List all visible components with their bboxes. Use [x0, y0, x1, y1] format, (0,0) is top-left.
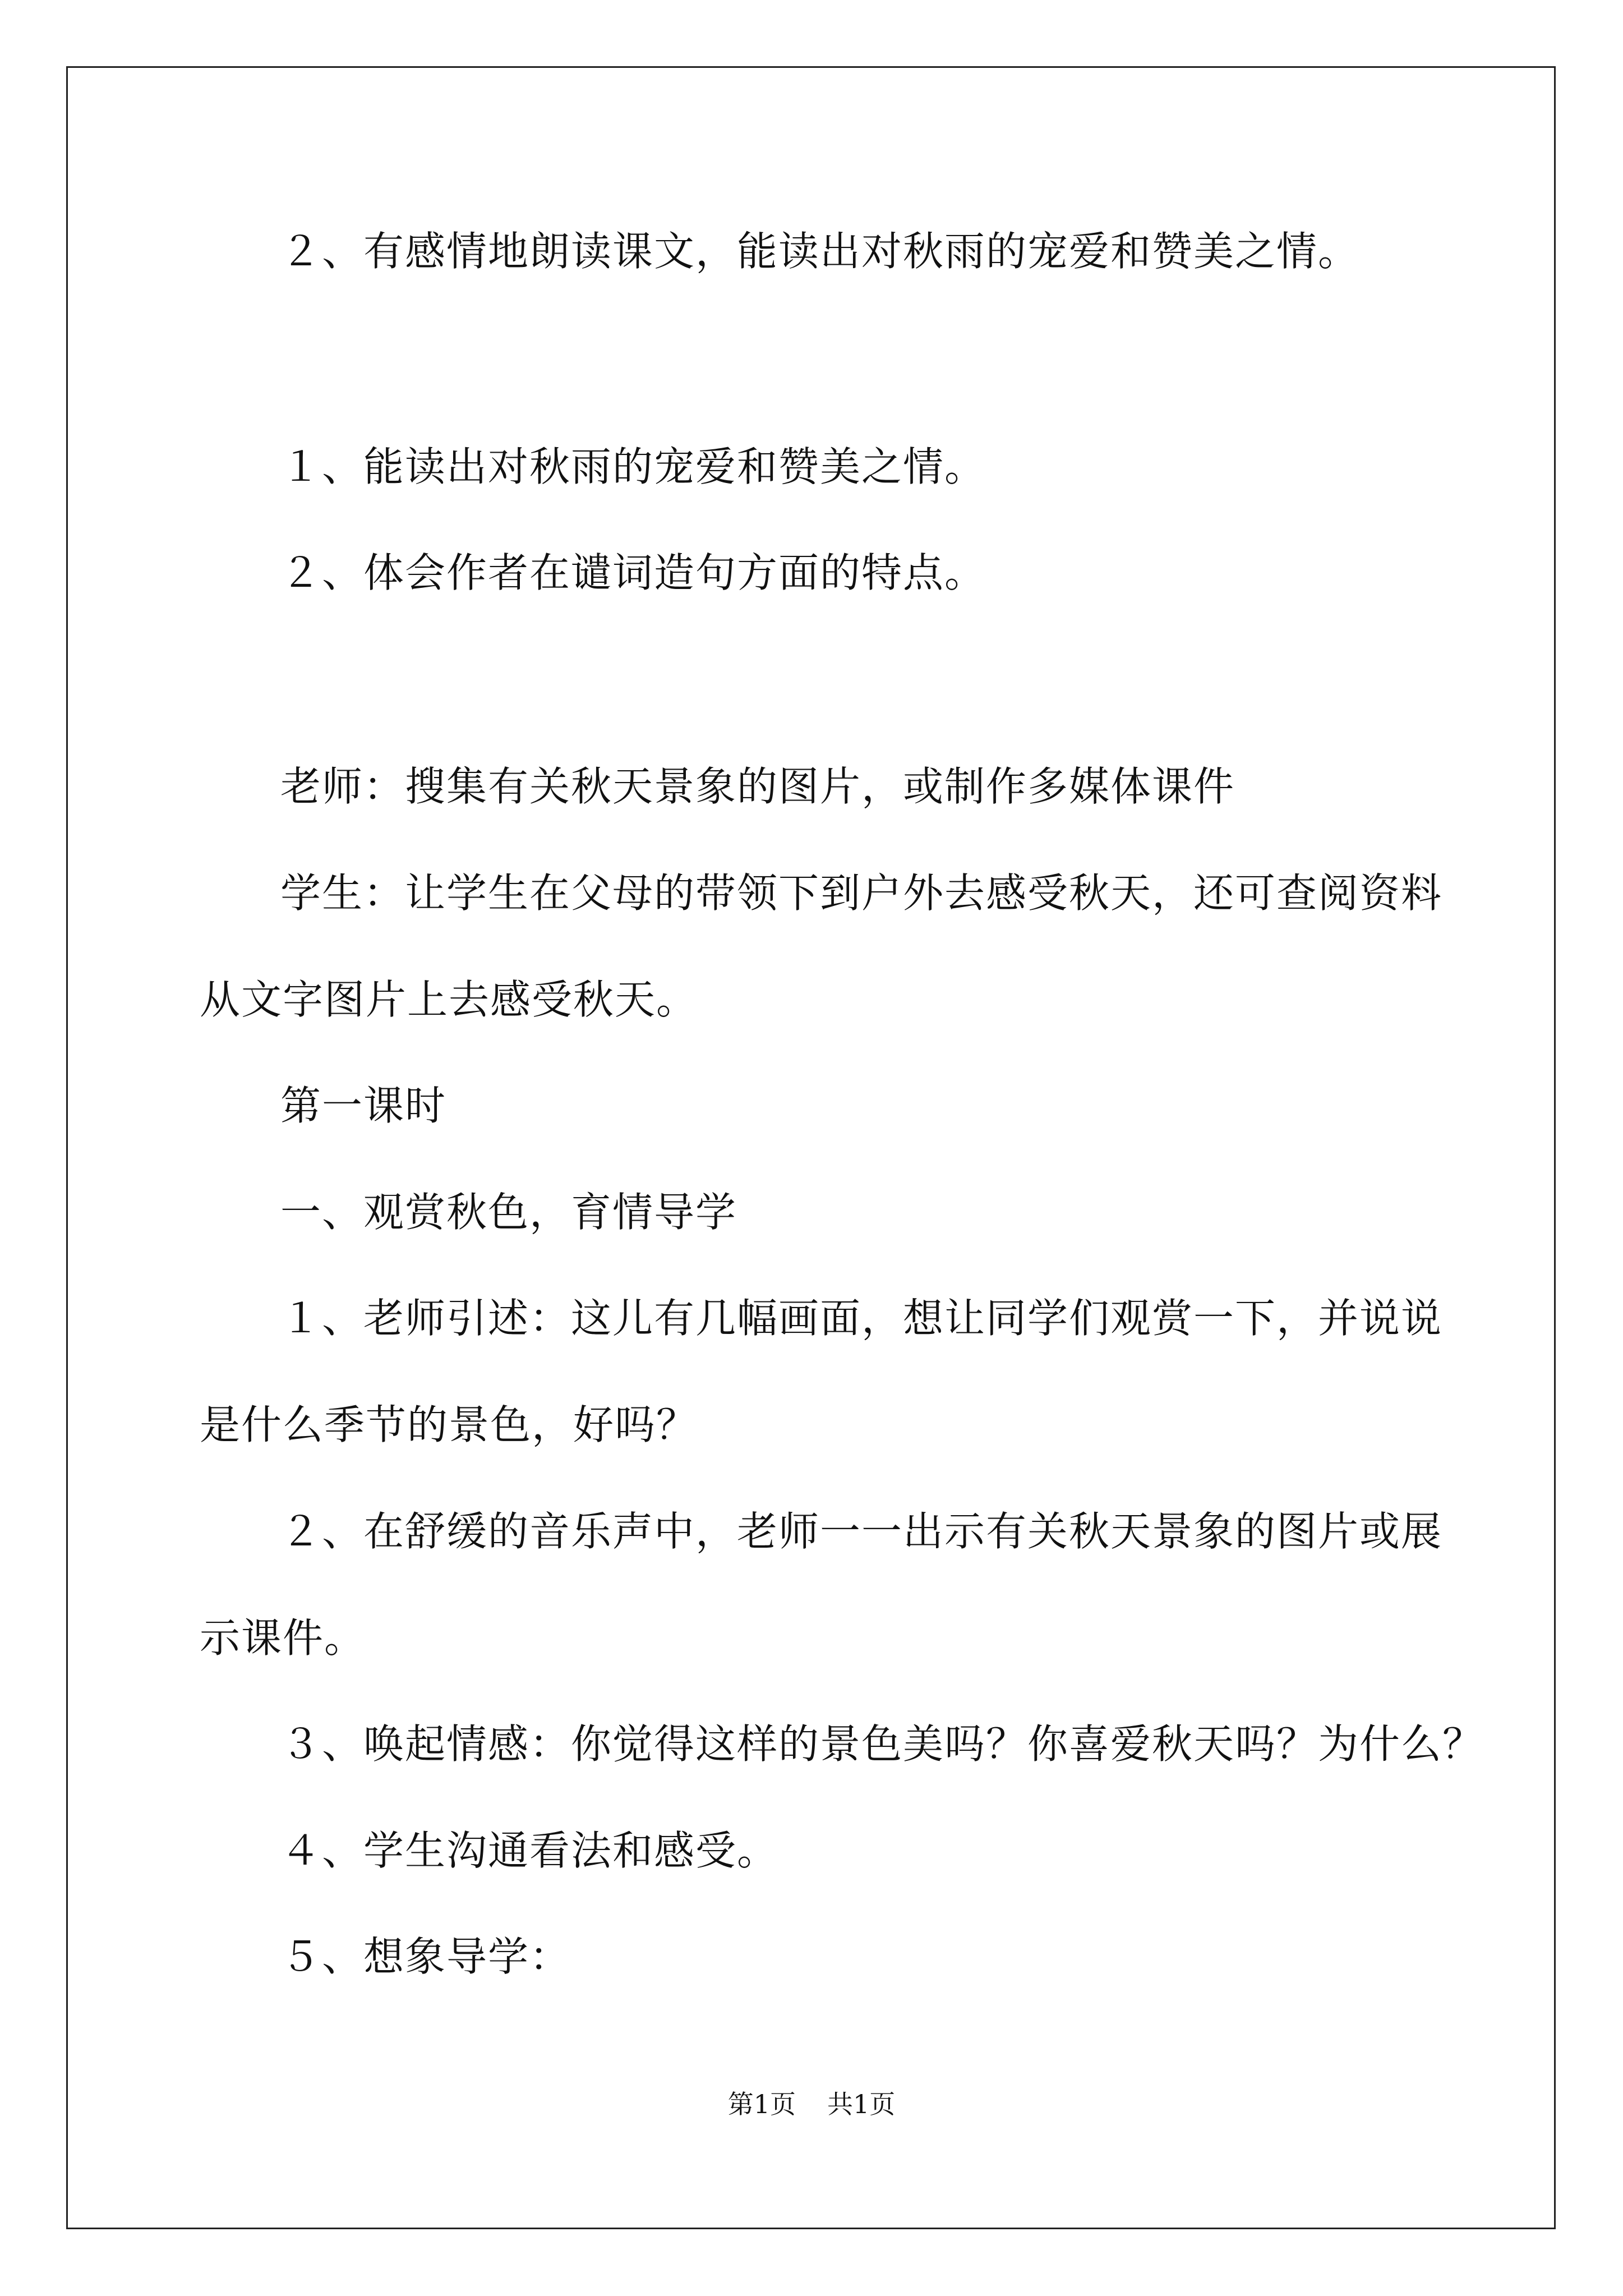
paragraph-line-15: ５、想象导学：: [280, 1933, 571, 1980]
paragraph-line-6: 从文字图片上去感受秋天。: [200, 976, 698, 1023]
paragraph-line-11: ２、在舒缓的音乐声中，老师一一出示有关秋天景象的图片或展: [280, 1508, 1443, 1555]
paragraph-line-9: １、老师引述：这儿有几幅画面，想让同学们观赏一下，并说说: [280, 1295, 1443, 1342]
paragraph-line-2: １、能读出对秋雨的宠爱和赞美之情。: [280, 443, 986, 490]
paragraph-line-10: 是什么季节的景色，好吗？: [200, 1401, 698, 1448]
paragraph-line-1: ２、有感情地朗读课文，能读出对秋雨的宠爱和赞美之情。: [280, 228, 1360, 275]
paragraph-line-8: 一、观赏秋色，育情导学: [280, 1189, 737, 1236]
page-border: [66, 66, 1556, 2229]
paragraph-line-14: ４、学生沟通看法和感受。: [280, 1827, 779, 1874]
page-footer: [0, 2091, 1623, 2117]
paragraph-line-13: ３、唤起情感：你觉得这样的景色美吗？你喜爱秋天吗？为什么？: [280, 1720, 1484, 1768]
paragraph-line-12: 示课件。: [200, 1614, 366, 1662]
paragraph-line-7: 第一课时: [280, 1082, 447, 1129]
paragraph-line-5: 学生：让学生在父母的带领下到户外去感受秋天，还可查阅资料: [280, 869, 1443, 917]
page-number: 第1页: [727, 2089, 796, 2119]
paragraph-line-4: 老师：搜集有关秋天景象的图片，或制作多媒体课件: [280, 763, 1235, 810]
paragraph-line-3: ２、体会作者在谴词造句方面的特点。: [280, 549, 986, 596]
page-total: 共1页: [827, 2089, 896, 2119]
